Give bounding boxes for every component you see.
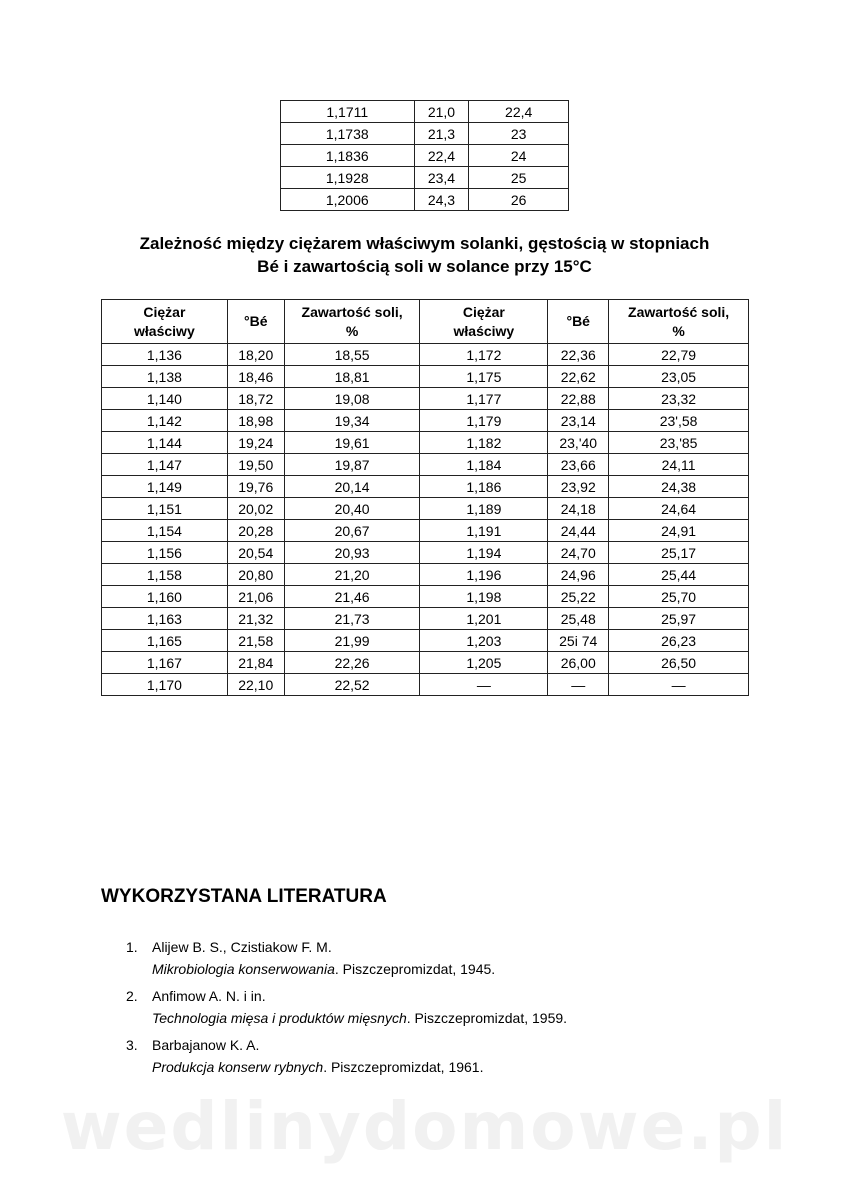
table-cell: 18,72 — [227, 388, 284, 410]
table-cell: 26,50 — [609, 652, 749, 674]
table-cell: 24,3 — [414, 189, 469, 211]
table-cell: 19,24 — [227, 432, 284, 454]
table-cell: 1,175 — [420, 366, 548, 388]
table-cell: 24,44 — [548, 520, 609, 542]
table-cell: 19,34 — [284, 410, 420, 432]
literature-book-title: Produkcja konserw rybnych — [152, 1059, 324, 1075]
table-cell: 19,08 — [284, 388, 420, 410]
top-table-body — [281, 101, 569, 211]
table-cell: 22,36 — [548, 344, 609, 366]
table-cell: 21,3 — [414, 123, 469, 145]
table-cell: 22,10 — [227, 674, 284, 696]
table-cell: 1,154 — [102, 520, 228, 542]
table-cell: 20,14 — [284, 476, 420, 498]
table-cell: 1,167 — [102, 652, 228, 674]
column-header-line: % — [345, 322, 359, 339]
table-cell: 1,194 — [420, 542, 548, 564]
table-cell: 23,32 — [609, 388, 749, 410]
table-cell: 19,61 — [284, 432, 420, 454]
table-cell: 1,196 — [420, 564, 548, 586]
literature-number: 2. — [126, 988, 138, 1004]
table-cell: 1,2006 — [281, 189, 415, 211]
literature-item — [126, 985, 766, 1029]
table-row — [102, 520, 749, 542]
table-cell: 25,17 — [609, 542, 749, 564]
table-cell: 25,44 — [609, 564, 749, 586]
table-cell: 24,11 — [609, 454, 749, 476]
table-cell: 1,170 — [102, 674, 228, 696]
column-header-line: °Bé — [243, 313, 268, 329]
literature-author: Barbajanow K. A. — [152, 1037, 260, 1053]
table-cell: 21,20 — [284, 564, 420, 586]
brine-density-table — [101, 299, 749, 696]
table-row — [102, 542, 749, 564]
table-cell: 20,80 — [227, 564, 284, 586]
table-cell: 21,58 — [227, 630, 284, 652]
table-cell: 1,205 — [420, 652, 548, 674]
table-row — [102, 366, 749, 388]
table-cell: 23,'85 — [609, 432, 749, 454]
literature-number: 3. — [126, 1037, 138, 1053]
literature-publisher: . Piszczepromizdat, 1959. — [406, 1010, 568, 1026]
table-cell: 1,138 — [102, 366, 228, 388]
table-heading — [90, 232, 759, 278]
table-cell: 25i 74 — [548, 630, 609, 652]
column-header-line: Ciężar — [143, 303, 186, 320]
table-row — [281, 167, 569, 189]
literature-list — [126, 936, 766, 1083]
table-cell: 23,92 — [548, 476, 609, 498]
table-cell: 24,38 — [609, 476, 749, 498]
table-cell: 1,165 — [102, 630, 228, 652]
table-cell: 24,64 — [609, 498, 749, 520]
table-cell: 26 — [469, 189, 569, 211]
table-cell: 1,201 — [420, 608, 548, 630]
table-cell: 22,88 — [548, 388, 609, 410]
table-cell: 21,73 — [284, 608, 420, 630]
column-header-line: Zawartość soli, — [628, 303, 730, 320]
table-cell: 19,50 — [227, 454, 284, 476]
literature-book-title: Technologia mięsa i produktów mięsnych — [152, 1010, 407, 1026]
table-row — [102, 476, 749, 498]
table-cell: 1,172 — [420, 344, 548, 366]
table-cell: 1,1928 — [281, 167, 415, 189]
table-cell: 20,02 — [227, 498, 284, 520]
literature-number: 1. — [126, 939, 138, 955]
table-body — [102, 344, 749, 696]
table-cell: 23,4 — [414, 167, 469, 189]
table-row — [102, 652, 749, 674]
top-density-table — [280, 100, 569, 211]
literature-title: WYKORZYSTANA LITERATURA — [101, 886, 387, 907]
table-cell: 25,48 — [548, 608, 609, 630]
column-header-line: właściwy — [134, 322, 195, 339]
column-header — [284, 300, 420, 344]
literature-book-title: Mikrobiologia konserwowania — [152, 961, 335, 977]
table-row — [102, 586, 749, 608]
table-cell: 1,156 — [102, 542, 228, 564]
table-cell: 1,136 — [102, 344, 228, 366]
literature-publisher: . Piszczepromizdat, 1945. — [334, 961, 496, 977]
table-cell: 25 — [469, 167, 569, 189]
table-cell: 25,70 — [609, 586, 749, 608]
table-cell: 24,70 — [548, 542, 609, 564]
watermark: wedlinydomowe.pl — [60, 1088, 789, 1165]
table-cell: 22,62 — [548, 366, 609, 388]
table-cell: 1,158 — [102, 564, 228, 586]
column-header — [420, 300, 548, 344]
column-header-line: Zawartość soli, — [301, 303, 403, 320]
table-cell: 23,'40 — [548, 432, 609, 454]
table-cell: 21,0 — [414, 101, 469, 123]
table-cell: 19,87 — [284, 454, 420, 476]
table-cell: 1,1711 — [281, 101, 415, 123]
table-row — [281, 101, 569, 123]
table-cell: 1,160 — [102, 586, 228, 608]
table-row — [102, 454, 749, 476]
table-row — [102, 344, 749, 366]
table-row — [102, 498, 749, 520]
heading-line-2: Bé i zawartością soli w solance przy 15°C — [257, 257, 592, 276]
table-cell: 1,142 — [102, 410, 228, 432]
table-cell: 22,52 — [284, 674, 420, 696]
table-cell: 1,186 — [420, 476, 548, 498]
column-header — [227, 300, 284, 344]
table-row — [102, 410, 749, 432]
table-cell: 24,91 — [609, 520, 749, 542]
literature-author: Alijew B. S., Czistiakow F. M. — [152, 939, 332, 955]
table-cell: — — [420, 674, 548, 696]
literature-source — [152, 1056, 766, 1078]
table-row — [102, 564, 749, 586]
table-row — [102, 674, 749, 696]
table-cell: 20,93 — [284, 542, 420, 564]
table-cell: 24,96 — [548, 564, 609, 586]
table-cell: 26,00 — [548, 652, 609, 674]
table-cell: 23,14 — [548, 410, 609, 432]
table-row — [281, 189, 569, 211]
table-cell: 24 — [469, 145, 569, 167]
table-cell: 20,54 — [227, 542, 284, 564]
column-header-line: °Bé — [566, 313, 590, 329]
table-cell: 1,179 — [420, 410, 548, 432]
heading-line-1: Zależność między ciężarem właściwym solanki, gęstością w stopniach — [139, 234, 710, 253]
table-cell: 23 — [469, 123, 569, 145]
table-cell: 24,18 — [548, 498, 609, 520]
table-cell: 18,55 — [284, 344, 420, 366]
table-cell: 21,32 — [227, 608, 284, 630]
table-cell: 23,66 — [548, 454, 609, 476]
column-header — [548, 300, 609, 344]
table-cell: 1,147 — [102, 454, 228, 476]
table-cell: 1,184 — [420, 454, 548, 476]
table-cell: 20,28 — [227, 520, 284, 542]
table-cell: 1,151 — [102, 498, 228, 520]
table-cell: 1,163 — [102, 608, 228, 630]
literature-item — [126, 1034, 766, 1078]
table-cell: 22,26 — [284, 652, 420, 674]
table-cell: 22,4 — [414, 145, 469, 167]
table-cell: 1,203 — [420, 630, 548, 652]
table-cell: 1,189 — [420, 498, 548, 520]
column-header — [609, 300, 749, 344]
table-cell: 21,46 — [284, 586, 420, 608]
table-cell: 1,191 — [420, 520, 548, 542]
table-cell: 1,1836 — [281, 145, 415, 167]
table-cell: 19,76 — [227, 476, 284, 498]
table-header-row — [102, 300, 749, 344]
table-cell: 1,144 — [102, 432, 228, 454]
literature-publisher: . Piszczepromizdat, 1961. — [323, 1059, 484, 1075]
table-cell: — — [609, 674, 749, 696]
column-header — [102, 300, 228, 344]
table-cell: 23',58 — [609, 410, 749, 432]
table-cell: 1,177 — [420, 388, 548, 410]
table-cell: 1,1738 — [281, 123, 415, 145]
table-cell: 1,182 — [420, 432, 548, 454]
literature-source — [152, 958, 766, 980]
table-row — [102, 432, 749, 454]
table-row — [281, 123, 569, 145]
table-cell: — — [548, 674, 609, 696]
table-row — [102, 608, 749, 630]
table-cell: 22,4 — [469, 101, 569, 123]
table-cell: 20,67 — [284, 520, 420, 542]
table-cell: 21,06 — [227, 586, 284, 608]
table-row — [281, 145, 569, 167]
table-cell: 18,46 — [227, 366, 284, 388]
table-cell: 26,23 — [609, 630, 749, 652]
table-cell: 1,140 — [102, 388, 228, 410]
table-cell: 21,84 — [227, 652, 284, 674]
table-cell: 1,149 — [102, 476, 228, 498]
table-cell: 23,05 — [609, 366, 749, 388]
column-header-line: % — [672, 322, 685, 339]
table-cell: 22,79 — [609, 344, 749, 366]
literature-item — [126, 936, 766, 980]
table-cell: 25,97 — [609, 608, 749, 630]
table-row — [102, 630, 749, 652]
table-cell: 20,40 — [284, 498, 420, 520]
table-row — [102, 388, 749, 410]
table-cell: 18,98 — [227, 410, 284, 432]
literature-author: Anfimow A. N. i in. — [152, 988, 266, 1004]
table-cell: 21,99 — [284, 630, 420, 652]
table-cell: 18,20 — [227, 344, 284, 366]
table-cell: 18,81 — [284, 366, 420, 388]
table-cell: 25,22 — [548, 586, 609, 608]
literature-source — [152, 1007, 766, 1029]
table-cell: 1,198 — [420, 586, 548, 608]
column-header-line: Ciężar — [462, 303, 505, 320]
column-header-line: właściwy — [453, 322, 515, 339]
